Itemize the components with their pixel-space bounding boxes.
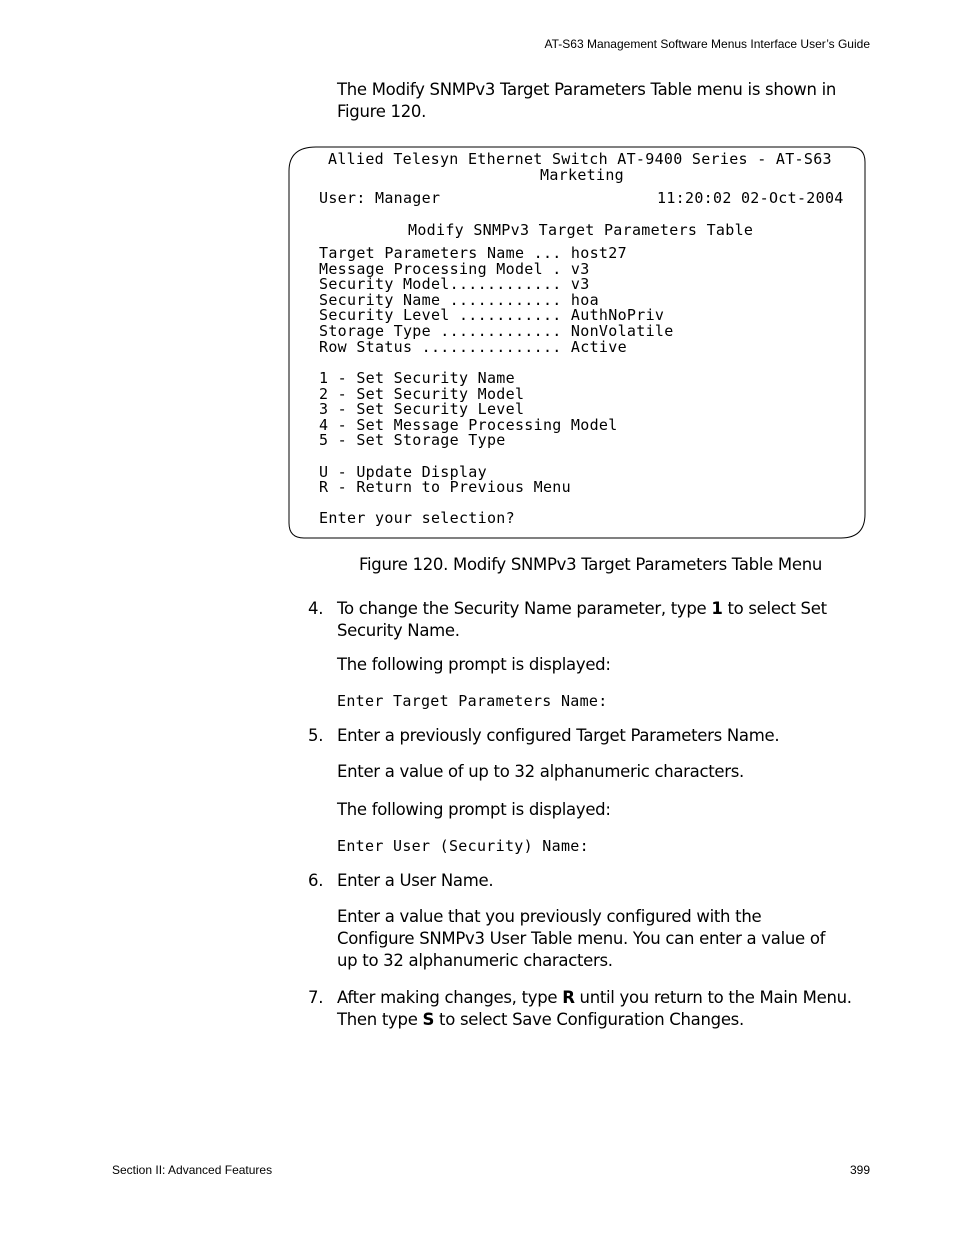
step-5-follow: The following prompt is displayed: — [337, 800, 611, 819]
step-4-text-pre: To change the Security Name parameter, type — [337, 599, 712, 618]
figure-caption: Figure 120. Modify SNMPv3 Target Parameters Table Menu — [359, 555, 823, 574]
field-target-parameters-name: Target Parameters Name ... host27 — [319, 244, 627, 262]
terminal-title-line1: Allied Telesyn Ethernet Switch AT-9400 Series - AT-S63 — [328, 150, 832, 168]
step-7-text-post: to select Save Configuration Changes. — [434, 1010, 744, 1029]
step-5-text: Enter a previously configured Target Parameters Name. — [337, 726, 780, 745]
terminal-prompt: Enter your selection? — [319, 509, 515, 527]
step-7-text-mid: until you return to the Main Menu. Then type — [337, 988, 852, 1029]
intro-paragraph: The Modify SNMPv3 Target Parameters Table menu is shown in Figure 120. — [337, 80, 837, 121]
running-header: AT-S63 Management Software Menus Interface User’s Guide — [544, 37, 870, 51]
option-set-security-level: 3 - Set Security Level — [319, 400, 525, 418]
terminal-datetime: 11:20:02 02-Oct-2004 — [657, 189, 844, 207]
option-return-previous-menu: R - Return to Previous Menu — [319, 478, 571, 496]
field-storage-type: Storage Type ............. NonVolatile — [319, 322, 674, 340]
terminal-title-line2: Marketing — [540, 166, 624, 184]
option-set-security-model: 2 - Set Security Model — [319, 385, 525, 403]
step-4-text — [337, 598, 872, 642]
step-7-key-s: S — [422, 1010, 435, 1029]
terminal-screen — [288, 146, 866, 539]
step-7-text — [337, 987, 872, 1031]
field-security-level: Security Level ........... AuthNoPriv — [319, 306, 665, 324]
field-row-status: Row Status ............... Active — [319, 338, 627, 356]
step-5-note: Enter a value of up to 32 alphanumeric characters. — [337, 762, 744, 781]
step-5-prompt: Enter User (Security) Name: — [337, 837, 589, 855]
footer-section: Section II: Advanced Features — [112, 1163, 273, 1177]
step-5-number: 5. — [308, 726, 324, 745]
option-set-message-processing-model: 4 - Set Message Processing Model — [319, 416, 618, 434]
step-6-number: 6. — [308, 871, 324, 890]
step-7-text-pre: After making changes, type — [337, 988, 563, 1007]
step-7-key-r: R — [562, 988, 575, 1007]
footer-page-number: 399 — [849, 1163, 870, 1177]
step-4-follow: The following prompt is displayed: — [337, 655, 611, 674]
field-security-model: Security Model............ v3 — [319, 275, 590, 293]
step-4-number: 4. — [308, 599, 324, 618]
step-4-key: 1 — [711, 599, 723, 618]
step-6-text: Enter a User Name. — [337, 871, 494, 890]
option-set-security-name: 1 - Set Security Name — [319, 369, 515, 387]
step-4-text-post: to select Set Security Name. — [337, 599, 827, 640]
field-message-processing-model: Message Processing Model . v3 — [319, 260, 590, 278]
option-set-storage-type: 5 - Set Storage Type — [319, 431, 506, 449]
step-6-note: Enter a value that you previously configured with the Configure SNMPv3 User Table menu. You can enter a value of up to 32 alphanumeric characters. — [337, 907, 826, 970]
option-update-display: U - Update Display — [319, 463, 487, 481]
step-7-number: 7. — [308, 988, 324, 1007]
step-4-prompt: Enter Target Parameters Name: — [337, 692, 608, 710]
terminal-user: User: Manager — [319, 189, 441, 207]
field-security-name: Security Name ............ hoa — [319, 291, 599, 309]
terminal-menu-title: Modify SNMPv3 Target Parameters Table — [408, 221, 754, 239]
